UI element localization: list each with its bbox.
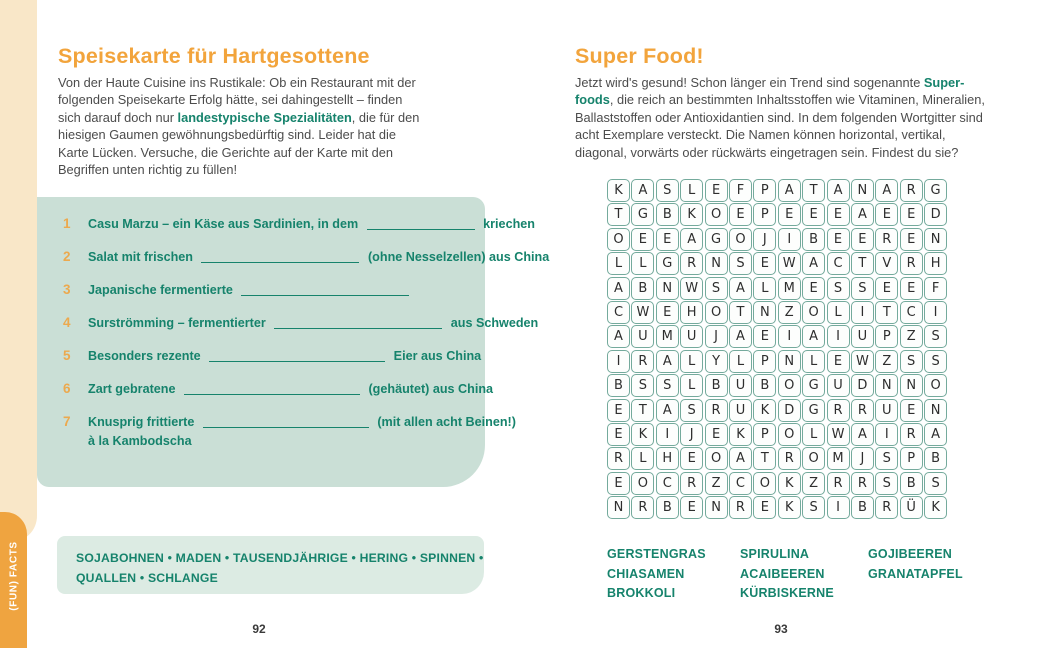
grid-cell[interactable]: E: [607, 472, 630, 495]
fill-in-blank[interactable]: [241, 285, 409, 296]
grid-cell[interactable]: B: [656, 203, 679, 226]
grid-cell[interactable]: L: [680, 179, 703, 202]
grid-cell[interactable]: O: [802, 301, 825, 324]
grid-cell[interactable]: O: [729, 228, 752, 251]
grid-cell[interactable]: L: [631, 447, 654, 470]
grid-cell[interactable]: E: [778, 203, 801, 226]
grid-cell[interactable]: T: [802, 179, 825, 202]
grid-cell[interactable]: B: [851, 496, 874, 519]
menu-item: [63, 348, 482, 364]
grid-cell[interactable]: S: [900, 350, 923, 373]
word-list-item: SPIRULINA: [740, 547, 810, 561]
menu-item: [63, 414, 516, 449]
grid-cell[interactable]: A: [875, 179, 898, 202]
grid-cell[interactable]: L: [729, 350, 752, 373]
grid-cell[interactable]: A: [631, 179, 654, 202]
grid-cell[interactable]: E: [827, 228, 850, 251]
grid-cell[interactable]: I: [924, 301, 947, 324]
menu-item-number: 5: [63, 348, 71, 363]
menu-item-line2: à la Kambodscha: [88, 434, 192, 448]
grid-cell[interactable]: P: [753, 350, 776, 373]
menu-item-after: (gehäutet) aus China: [364, 382, 494, 396]
grid-cell[interactable]: E: [631, 228, 654, 251]
grid-cell[interactable]: O: [705, 447, 728, 470]
grid-cell[interactable]: B: [631, 277, 654, 300]
grid-cell[interactable]: E: [607, 423, 630, 446]
grid-cell[interactable]: T: [729, 301, 752, 324]
word-list-item: GRANATAPFEL: [868, 566, 963, 581]
grid-cell[interactable]: F: [729, 179, 752, 202]
grid-cell[interactable]: B: [607, 374, 630, 397]
grid-cell[interactable]: C: [827, 252, 850, 275]
text-run: , die für den hiesigen Gaumen gewöhnungsbedürftig sind. Leider hat die Karte Lücken. Versuche, die Gerichte auf der Karte mit den Begriffen unten richtig zu füllen!: [58, 109, 420, 178]
grid-cell[interactable]: V: [875, 252, 898, 275]
grid-cell[interactable]: S: [705, 277, 728, 300]
grid-cell[interactable]: G: [656, 252, 679, 275]
grid-cell[interactable]: R: [875, 496, 898, 519]
grid-cell[interactable]: I: [778, 228, 801, 251]
grid-cell[interactable]: I: [778, 325, 801, 348]
grid-cell[interactable]: U: [680, 325, 703, 348]
menu-item-before: Surströmming – fermentierter: [88, 316, 270, 330]
menu-item-number: 1: [63, 216, 71, 231]
grid-cell[interactable]: C: [729, 472, 752, 495]
fill-in-blank[interactable]: [209, 351, 385, 362]
grid-cell[interactable]: O: [631, 472, 654, 495]
menu-item-after: (ohne Nesselzellen) aus China: [364, 250, 550, 264]
menu-item-before: Knusprig frittierte: [88, 415, 198, 429]
menu-item-text: [88, 282, 414, 298]
word-bank-box: [57, 536, 484, 594]
fill-in-blank[interactable]: [203, 417, 369, 428]
menu-item-number: 4: [63, 315, 71, 330]
grid-cell[interactable]: U: [729, 374, 752, 397]
grid-cell[interactable]: A: [656, 350, 679, 373]
right-page-title: Super Food!: [575, 44, 704, 68]
grid-cell[interactable]: G: [705, 228, 728, 251]
grid-cell[interactable]: T: [753, 447, 776, 470]
grid-cell[interactable]: A: [680, 228, 703, 251]
menu-item-text: [88, 216, 535, 232]
grid-cell[interactable]: L: [631, 252, 654, 275]
grid-cell[interactable]: I: [827, 496, 850, 519]
grid-cell[interactable]: S: [924, 472, 947, 495]
grid-cell[interactable]: G: [802, 374, 825, 397]
grid-cell[interactable]: Z: [875, 350, 898, 373]
grid-cell[interactable]: D: [778, 399, 801, 422]
grid-cell[interactable]: K: [778, 472, 801, 495]
left-page-title: Speisekarte für Hartgesottene: [58, 44, 370, 68]
grid-cell[interactable]: A: [924, 423, 947, 446]
grid-cell[interactable]: W: [680, 277, 703, 300]
fill-in-blank[interactable]: [274, 318, 442, 329]
grid-cell[interactable]: C: [900, 301, 923, 324]
grid-cell[interactable]: R: [778, 447, 801, 470]
menu-item: [63, 216, 535, 232]
text-run: , die reich an bestimmten Inhaltsstoffen wie Vitaminen, Mineralien, Ballaststoffen oder Antioxidantien sind. In dem folgenden Wortgitter sind acht Exemplare versteckt. Die Namen können horizontal, vertikal, diagonal, vorwärts oder rückwärts eingetragen sein. Findest du sie?: [575, 92, 985, 160]
page-number-left: 92: [252, 622, 266, 636]
word-list-item: CHIASAMEN: [607, 566, 685, 581]
grid-cell[interactable]: L: [802, 350, 825, 373]
grid-cell[interactable]: U: [729, 399, 752, 422]
menu-item-line: [88, 315, 538, 331]
menu-item-line: [88, 282, 414, 298]
fun-facts-label: (FUN) FACTS: [8, 541, 19, 611]
menu-item-number: 2: [63, 249, 71, 264]
grid-cell[interactable]: E: [705, 179, 728, 202]
menu-puzzle-panel: [37, 197, 550, 487]
grid-cell[interactable]: I: [827, 325, 850, 348]
grid-cell[interactable]: E: [705, 423, 728, 446]
grid-cell[interactable]: J: [753, 228, 776, 251]
grid-cell[interactable]: A: [729, 325, 752, 348]
grid-cell[interactable]: J: [851, 447, 874, 470]
menu-item: [63, 381, 494, 397]
grid-cell[interactable]: R: [631, 350, 654, 373]
grid-cell[interactable]: R: [900, 423, 923, 446]
grid-cell[interactable]: A: [607, 277, 630, 300]
grid-cell[interactable]: Z: [802, 472, 825, 495]
grid-cell[interactable]: E: [656, 301, 679, 324]
grid-cell[interactable]: A: [729, 277, 752, 300]
grid-cell[interactable]: E: [680, 447, 703, 470]
grid-cell[interactable]: E: [827, 350, 850, 373]
grid-cell[interactable]: N: [851, 179, 874, 202]
menu-item-before: Japanische fermentierte: [88, 283, 237, 297]
grid-cell[interactable]: N: [753, 301, 776, 324]
fun-facts-tab: [0, 512, 27, 648]
grid-cell[interactable]: R: [900, 179, 923, 202]
word-bank-line: SOJABOHNEN • MADEN • TAUSENDJÄHRIGE • HERING • SPINNEN •: [76, 551, 484, 565]
grid-cell[interactable]: K: [729, 423, 752, 446]
text-run: Jetzt wird's gesund! Schon länger ein Trend sind sogenannte: [575, 75, 924, 90]
grid-cell[interactable]: O: [802, 447, 825, 470]
grid-cell[interactable]: E: [729, 203, 752, 226]
menu-item-after: aus Schweden: [447, 316, 539, 330]
grid-cell[interactable]: E: [875, 203, 898, 226]
grid-cell[interactable]: N: [607, 496, 630, 519]
grid-cell[interactable]: B: [924, 447, 947, 470]
grid-cell[interactable]: G: [631, 203, 654, 226]
grid-cell[interactable]: A: [802, 325, 825, 348]
menu-item-before: Zart gebratene: [88, 382, 179, 396]
grid-cell[interactable]: E: [607, 399, 630, 422]
grid-cell[interactable]: P: [900, 447, 923, 470]
grid-cell[interactable]: O: [753, 472, 776, 495]
grid-cell[interactable]: M: [656, 325, 679, 348]
grid-cell[interactable]: B: [900, 472, 923, 495]
grid-cell[interactable]: N: [924, 228, 947, 251]
grid-cell[interactable]: E: [680, 496, 703, 519]
grid-cell[interactable]: R: [680, 252, 703, 275]
grid-cell[interactable]: L: [680, 374, 703, 397]
grid-cell[interactable]: O: [705, 203, 728, 226]
grid-cell[interactable]: R: [851, 472, 874, 495]
grid-cell[interactable]: W: [827, 423, 850, 446]
menu-item-number: 3: [63, 282, 71, 297]
word-list-column: [740, 545, 868, 604]
grid-cell[interactable]: U: [827, 374, 850, 397]
grid-cell[interactable]: A: [656, 399, 679, 422]
grid-cell[interactable]: O: [778, 423, 801, 446]
grid-cell[interactable]: B: [753, 374, 776, 397]
grid-cell[interactable]: R: [631, 496, 654, 519]
grid-cell[interactable]: Y: [705, 350, 728, 373]
grid-cell[interactable]: W: [778, 252, 801, 275]
grid-cell[interactable]: T: [851, 252, 874, 275]
menu-item-text: [88, 414, 516, 449]
menu-item-text: [88, 249, 549, 265]
grid-cell[interactable]: E: [900, 399, 923, 422]
menu-item: [63, 249, 550, 265]
menu-item-before: Salat mit frischen: [88, 250, 197, 264]
word-list-column: [607, 545, 740, 604]
sidebar-strip: [0, 0, 37, 542]
fill-in-blank[interactable]: [201, 252, 359, 263]
grid-cell[interactable]: L: [680, 350, 703, 373]
text-run: Von der Haute Cuisine ins Rustikale: Ob ein Restaurant mit der folgenden Speisekarte Erfolg hätte, sei dahingestellt – finden sich darauf doch nur: [58, 75, 416, 125]
grid-cell[interactable]: N: [778, 350, 801, 373]
grid-cell[interactable]: E: [802, 277, 825, 300]
menu-item-text: [88, 315, 538, 331]
grid-cell[interactable]: E: [875, 277, 898, 300]
grid-cell[interactable]: S: [827, 277, 850, 300]
grid-cell[interactable]: S: [729, 252, 752, 275]
grid-cell[interactable]: E: [753, 496, 776, 519]
menu-item-number: 7: [63, 414, 71, 429]
grid-cell[interactable]: E: [656, 228, 679, 251]
menu-item-line: [88, 381, 493, 397]
superfood-word-list: [607, 545, 963, 604]
menu-item-line: [88, 249, 549, 265]
grid-cell[interactable]: H: [924, 252, 947, 275]
word-list-item: ACAIBEEREN: [740, 566, 825, 581]
grid-cell[interactable]: K: [680, 203, 703, 226]
menu-item-after: (mit allen acht Beinen!): [373, 415, 516, 429]
highlight-text: Super-foods: [575, 75, 965, 108]
grid-cell[interactable]: C: [656, 472, 679, 495]
word-list-item: KÜRBISKERNE: [740, 586, 834, 600]
grid-cell[interactable]: C: [607, 301, 630, 324]
grid-cell[interactable]: B: [802, 228, 825, 251]
grid-cell[interactable]: R: [875, 228, 898, 251]
menu-item-line: [88, 414, 516, 430]
word-list-column: [868, 545, 963, 604]
grid-cell[interactable]: E: [900, 277, 923, 300]
grid-cell[interactable]: T: [631, 399, 654, 422]
grid-cell[interactable]: L: [607, 252, 630, 275]
word-list-item: GERSTENGRAS: [607, 547, 706, 561]
grid-cell[interactable]: Z: [778, 301, 801, 324]
word-list-item: BROKKOLI: [607, 586, 676, 600]
left-intro-text: [58, 74, 424, 178]
grid-cell[interactable]: K: [778, 496, 801, 519]
grid-cell[interactable]: S: [656, 374, 679, 397]
grid-cell[interactable]: P: [753, 423, 776, 446]
grid-cell[interactable]: I: [607, 350, 630, 373]
grid-cell[interactable]: K: [753, 399, 776, 422]
grid-cell[interactable]: E: [827, 203, 850, 226]
grid-cell[interactable]: W: [851, 350, 874, 373]
grid-cell[interactable]: W: [631, 301, 654, 324]
grid-cell[interactable]: R: [729, 496, 752, 519]
grid-cell[interactable]: N: [656, 277, 679, 300]
grid-cell[interactable]: I: [875, 423, 898, 446]
grid-cell[interactable]: S: [924, 325, 947, 348]
menu-item: [63, 282, 477, 298]
menu-item-line: [88, 216, 535, 232]
grid-cell[interactable]: R: [900, 252, 923, 275]
grid-cell[interactable]: D: [924, 203, 947, 226]
fill-in-blank[interactable]: [367, 219, 475, 230]
grid-cell[interactable]: I: [656, 423, 679, 446]
grid-cell[interactable]: P: [753, 203, 776, 226]
grid-cell[interactable]: O: [607, 228, 630, 251]
grid-cell[interactable]: Z: [900, 325, 923, 348]
grid-cell[interactable]: K: [607, 179, 630, 202]
grid-cell[interactable]: G: [802, 399, 825, 422]
grid-cell[interactable]: H: [680, 301, 703, 324]
grid-cell[interactable]: S: [656, 179, 679, 202]
grid-cell[interactable]: J: [680, 423, 703, 446]
menu-item-after: Eier aus China: [390, 349, 482, 363]
grid-cell[interactable]: S: [802, 496, 825, 519]
grid-cell[interactable]: L: [753, 277, 776, 300]
grid-cell[interactable]: E: [753, 325, 776, 348]
grid-cell[interactable]: R: [607, 447, 630, 470]
menu-item-after: kriechen: [479, 217, 535, 231]
grid-cell[interactable]: E: [851, 228, 874, 251]
word-search-grid: [607, 179, 947, 519]
grid-cell[interactable]: Z: [705, 472, 728, 495]
grid-cell[interactable]: P: [753, 179, 776, 202]
grid-cell[interactable]: Ü: [900, 496, 923, 519]
menu-item-before: Casu Marzu – ein Käse aus Sardinien, in dem: [88, 217, 362, 231]
grid-cell[interactable]: U: [875, 399, 898, 422]
word-list-item: GOJIBEEREN: [868, 547, 952, 561]
menu-item-before: Besonders rezente: [88, 349, 205, 363]
menu-item-list: [63, 216, 550, 466]
grid-cell[interactable]: N: [924, 399, 947, 422]
grid-cell[interactable]: I: [851, 301, 874, 324]
grid-cell[interactable]: S: [924, 350, 947, 373]
grid-cell[interactable]: M: [778, 277, 801, 300]
grid-cell[interactable]: T: [875, 301, 898, 324]
grid-cell[interactable]: R: [851, 399, 874, 422]
grid-cell[interactable]: J: [705, 325, 728, 348]
grid-cell[interactable]: A: [729, 447, 752, 470]
grid-cell[interactable]: O: [705, 301, 728, 324]
highlight-text: landestypische Spezialitäten: [177, 109, 352, 125]
grid-cell[interactable]: S: [680, 399, 703, 422]
grid-cell[interactable]: A: [851, 203, 874, 226]
grid-cell[interactable]: S: [875, 447, 898, 470]
grid-cell[interactable]: N: [705, 496, 728, 519]
grid-cell[interactable]: L: [802, 423, 825, 446]
grid-cell[interactable]: E: [900, 203, 923, 226]
grid-cell[interactable]: M: [827, 447, 850, 470]
grid-cell[interactable]: G: [924, 179, 947, 202]
grid-cell[interactable]: B: [705, 374, 728, 397]
grid-cell[interactable]: U: [851, 325, 874, 348]
grid-cell[interactable]: D: [851, 374, 874, 397]
grid-cell[interactable]: E: [753, 252, 776, 275]
grid-cell[interactable]: O: [778, 374, 801, 397]
grid-cell[interactable]: R: [705, 399, 728, 422]
grid-cell[interactable]: K: [924, 496, 947, 519]
menu-item: [63, 315, 539, 331]
grid-cell[interactable]: N: [705, 252, 728, 275]
right-intro-text: [575, 74, 993, 161]
menu-item-number: 6: [63, 381, 71, 396]
grid-cell[interactable]: A: [778, 179, 801, 202]
grid-cell[interactable]: T: [607, 203, 630, 226]
grid-cell[interactable]: A: [607, 325, 630, 348]
menu-item-text: [88, 381, 493, 397]
grid-cell[interactable]: R: [827, 472, 850, 495]
grid-cell[interactable]: L: [827, 301, 850, 324]
menu-item-line: [88, 348, 481, 364]
grid-cell[interactable]: A: [851, 423, 874, 446]
page-number-right: 93: [774, 622, 788, 636]
grid-cell[interactable]: A: [827, 179, 850, 202]
grid-cell[interactable]: E: [802, 203, 825, 226]
grid-cell[interactable]: P: [875, 325, 898, 348]
grid-cell[interactable]: O: [924, 374, 947, 397]
word-bank-line: QUALLEN • SCHLANGE: [76, 571, 218, 585]
grid-cell[interactable]: R: [827, 399, 850, 422]
grid-cell[interactable]: E: [900, 228, 923, 251]
grid-cell[interactable]: S: [875, 472, 898, 495]
grid-cell[interactable]: N: [900, 374, 923, 397]
grid-cell[interactable]: U: [631, 325, 654, 348]
grid-cell[interactable]: A: [802, 252, 825, 275]
grid-cell[interactable]: N: [875, 374, 898, 397]
grid-cell[interactable]: S: [631, 374, 654, 397]
grid-cell[interactable]: S: [851, 277, 874, 300]
grid-cell[interactable]: B: [656, 496, 679, 519]
grid-cell[interactable]: H: [656, 447, 679, 470]
grid-cell[interactable]: K: [631, 423, 654, 446]
grid-cell[interactable]: R: [680, 472, 703, 495]
menu-item-text: [88, 348, 481, 364]
grid-cell[interactable]: F: [924, 277, 947, 300]
fill-in-blank[interactable]: [184, 384, 360, 395]
